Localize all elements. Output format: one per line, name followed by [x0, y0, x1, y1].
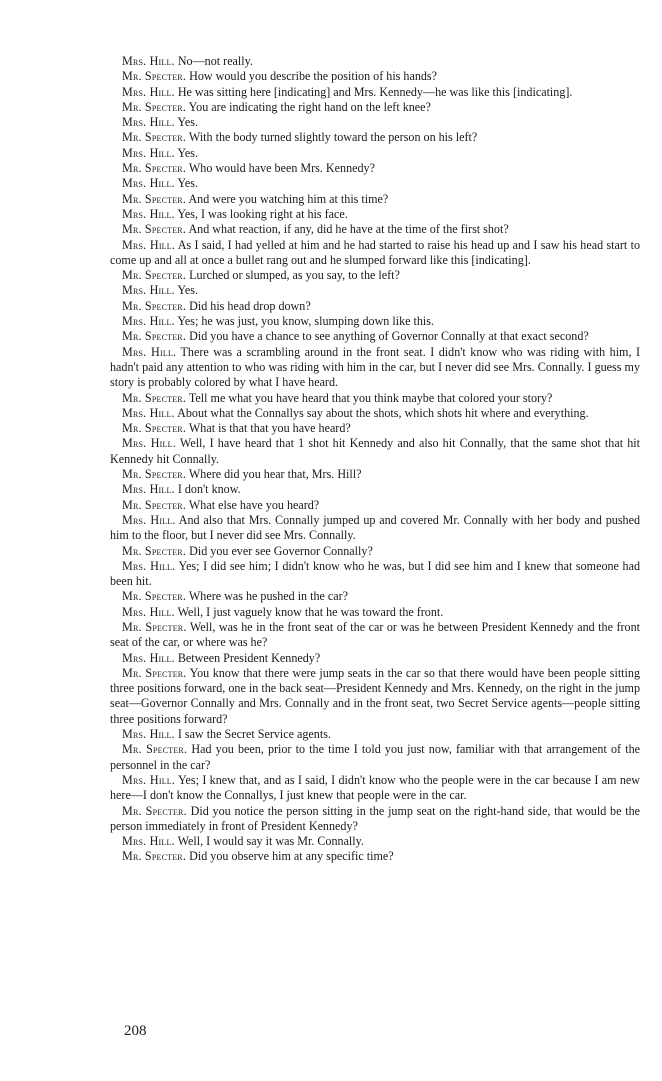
- speaker-name: Mr. Specter.: [122, 543, 187, 558]
- testimony-paragraph: [110, 146, 640, 161]
- speaker-name: Mr. Specter.: [122, 665, 187, 680]
- speaker-name: Mr. Specter.: [122, 803, 187, 818]
- testimony-paragraph: [110, 222, 640, 237]
- speech-text: Had you been, prior to the time I told you just now, familiar with that arrangement of the personnel in the car?: [110, 742, 640, 772]
- speech-text: And also that Mrs. Connally jumped up and covered Mr. Connally with her body and pushed him to the floor, but I never did see Mrs. Connally.: [110, 512, 640, 543]
- speaker-name: Mrs. Hill.: [122, 314, 175, 329]
- testimony-paragraph: [110, 345, 640, 391]
- speech-text: Yes; he was just, you know, slumping down like this.: [177, 314, 435, 329]
- speaker-name: Mrs. Hill.: [122, 237, 176, 252]
- speech-text: As I said, I had yelled at him and he had started to raise his head up and I saw his head start to come up and all at once a bullet rang out and he slumped forward like this [indicating].: [110, 237, 640, 267]
- speaker-name: Mrs. Hill.: [122, 115, 175, 130]
- speech-text: Yes; I did see him; I didn't know who he was, but I did see him and I knew that someone had been hit.: [110, 558, 640, 589]
- speaker-name: Mr. Specter.: [122, 99, 187, 114]
- speaker-name: Mrs. Hill.: [122, 558, 176, 573]
- speaker-name: Mrs. Hill.: [122, 405, 175, 420]
- speaker-name: Mr. Specter.: [122, 619, 187, 634]
- testimony-paragraph: [110, 115, 640, 130]
- speech-text: Between President Kennedy?: [177, 650, 321, 665]
- testimony-paragraph: [110, 283, 640, 298]
- testimony-paragraph: [110, 513, 640, 544]
- speaker-name: Mr. Specter.: [122, 268, 187, 283]
- speaker-name: Mr. Specter.: [122, 161, 187, 176]
- speaker-name: Mrs. Hill.: [122, 344, 177, 359]
- speaker-name: Mrs. Hill.: [122, 54, 175, 68]
- speech-text: What is that that you have heard?: [188, 421, 351, 436]
- speaker-name: Mr. Specter.: [122, 130, 187, 145]
- speaker-name: Mrs. Hill.: [122, 772, 176, 787]
- speech-text: Yes.: [177, 283, 198, 298]
- speech-text: Yes, I was looking right at his face.: [177, 206, 348, 221]
- testimony-paragraph: [110, 406, 640, 421]
- speech-text: About what the Connallys say about the shots, which shots hit where and everything.: [177, 405, 589, 420]
- testimony-paragraph: [110, 727, 640, 742]
- testimony-paragraph: [110, 559, 640, 590]
- speech-text: With the body turned slightly toward the person on his left?: [188, 130, 478, 145]
- speech-text: Yes; I knew that, and as I said, I didn't know who the people were in the car because I am new here—I don't know the Connallys, I just knew that people were in the car.: [110, 772, 641, 803]
- speaker-name: Mrs. Hill.: [122, 604, 175, 619]
- testimony-paragraph: [110, 589, 640, 604]
- speech-text: Did you have a chance to see anything of Governor Connally at that exact second?: [189, 329, 589, 344]
- testimony-paragraph: [110, 54, 640, 69]
- speech-text: Lurched or slumped, as you say, to the left?: [189, 268, 400, 283]
- testimony-paragraph: [110, 192, 640, 207]
- speaker-name: Mr. Specter.: [122, 222, 187, 237]
- speaker-name: Mr. Specter.: [122, 467, 187, 482]
- testimony-paragraph: [110, 436, 640, 467]
- speech-text: Yes.: [177, 115, 198, 130]
- speech-text: Did you notice the person sitting in the jump seat on the right-hand side, that would be the person immediately in front of President Kennedy?: [110, 803, 640, 833]
- testimony-paragraph: [110, 651, 640, 666]
- speech-text: I saw the Secret Service agents.: [177, 727, 331, 742]
- testimony-paragraph: [110, 391, 640, 406]
- speaker-name: Mr. Specter.: [122, 390, 187, 405]
- testimony-paragraph: [110, 544, 640, 559]
- testimony-paragraph: [110, 100, 640, 115]
- speech-text: Well, I have heard that 1 shot hit Kennedy and also hit Connally, that the same shot that hit Kennedy hit Connally.: [110, 436, 640, 466]
- speech-text: Well, was he in the front seat of the car or was he between President Kennedy and the front seat of the car, or where was he?: [110, 619, 640, 650]
- speaker-name: Mr. Specter.: [122, 849, 187, 864]
- speaker-name: Mrs. Hill.: [122, 206, 175, 221]
- testimony-paragraph: [110, 176, 640, 191]
- speaker-name: Mrs. Hill.: [122, 436, 176, 451]
- speaker-name: Mrs. Hill.: [122, 84, 175, 99]
- speech-text: Well, I would say it was Mr. Connally.: [177, 834, 364, 849]
- testimony-paragraph: [110, 773, 640, 804]
- speech-text: You know that there were jump seats in the car so that there would have been people sitting three positions forward, one in the back seat—President Kennedy and Mrs. Kennedy, on the right in the jump seat—Governor Connally and Mrs. Connally and in the front seat, two Secret Service agents—people sitting three positions forward?: [110, 665, 640, 726]
- testimony-paragraph: [110, 498, 640, 513]
- speech-text: How would you describe the position of his hands?: [189, 69, 437, 84]
- testimony-paragraph: [110, 299, 640, 314]
- speaker-name: Mr. Specter.: [122, 421, 187, 436]
- speaker-name: Mr. Specter.: [122, 589, 187, 604]
- testimony-paragraph: [110, 207, 640, 222]
- speaker-name: Mrs. Hill.: [122, 650, 175, 665]
- speaker-name: Mr. Specter.: [122, 742, 188, 757]
- testimony-paragraph: [110, 85, 640, 100]
- speech-text: Did his head drop down?: [189, 298, 311, 313]
- testimony-paragraph: [110, 620, 640, 651]
- speaker-name: Mrs. Hill.: [122, 176, 175, 191]
- testimony-paragraph: [110, 666, 640, 727]
- testimony-paragraph: [110, 268, 640, 283]
- speech-text: Well, I just vaguely know that he was toward the front.: [177, 604, 444, 619]
- speaker-name: Mr. Specter.: [122, 497, 187, 512]
- testimony-paragraph: [110, 467, 640, 482]
- testimony-paragraph: [110, 804, 640, 835]
- speaker-name: Mrs. Hill.: [122, 482, 175, 497]
- speaker-name: Mr. Specter.: [122, 69, 187, 84]
- speech-text: Did you ever see Governor Connally?: [189, 543, 373, 558]
- speech-text: Where was he pushed in the car?: [188, 589, 349, 604]
- speaker-name: Mr. Specter.: [122, 191, 187, 206]
- speaker-name: Mrs. Hill.: [122, 727, 175, 742]
- speaker-name: Mrs. Hill.: [122, 145, 175, 160]
- speaker-name: Mr. Specter.: [122, 329, 187, 344]
- speech-text: Tell me what you have heard that you think maybe that colored your story?: [188, 390, 553, 405]
- testimony-paragraph: [110, 69, 640, 84]
- speech-text: Who would have been Mrs. Kennedy?: [188, 161, 375, 176]
- speech-text: You are indicating the right hand on the left knee?: [188, 99, 431, 114]
- testimony-transcript: [110, 54, 640, 865]
- testimony-paragraph: [110, 161, 640, 176]
- testimony-paragraph: [110, 849, 640, 864]
- page-number: 208: [124, 1023, 147, 1039]
- speech-text: What else have you heard?: [188, 497, 320, 512]
- speaker-name: Mrs. Hill.: [122, 283, 175, 298]
- testimony-paragraph: [110, 130, 640, 145]
- speech-text: He was sitting here [indicating] and Mrs. Kennedy—he was like this [indicating].: [177, 84, 573, 99]
- testimony-paragraph: [110, 742, 640, 773]
- speech-text: And what reaction, if any, did he have at the time of the first shot?: [188, 222, 509, 237]
- testimony-paragraph: [110, 834, 640, 849]
- testimony-paragraph: [110, 605, 640, 620]
- speech-text: No—not really.: [177, 54, 253, 68]
- speech-text: Did you observe him at any specific time?: [189, 849, 394, 864]
- speech-text: I don't know.: [177, 482, 241, 497]
- speaker-name: Mr. Specter.: [122, 298, 187, 313]
- speech-text: Where did you hear that, Mrs. Hill?: [188, 467, 362, 482]
- testimony-paragraph: [110, 238, 640, 269]
- speech-text: There was a scrambling around in the front seat. I didn't know who was riding with him, I hadn't paid any attention to who was riding with him in the car, but I never did see Mrs. Connally. I guess my story is probably colored by what I have heard.: [110, 344, 641, 390]
- testimony-paragraph: [110, 329, 640, 344]
- speech-text: Yes.: [177, 145, 198, 160]
- testimony-paragraph: [110, 421, 640, 436]
- speaker-name: Mrs. Hill.: [122, 512, 176, 527]
- speaker-name: Mrs. Hill.: [122, 834, 175, 849]
- testimony-paragraph: [110, 482, 640, 497]
- speech-text: Yes.: [177, 176, 198, 191]
- speech-text: And were you watching him at this time?: [188, 191, 389, 206]
- testimony-paragraph: [110, 314, 640, 329]
